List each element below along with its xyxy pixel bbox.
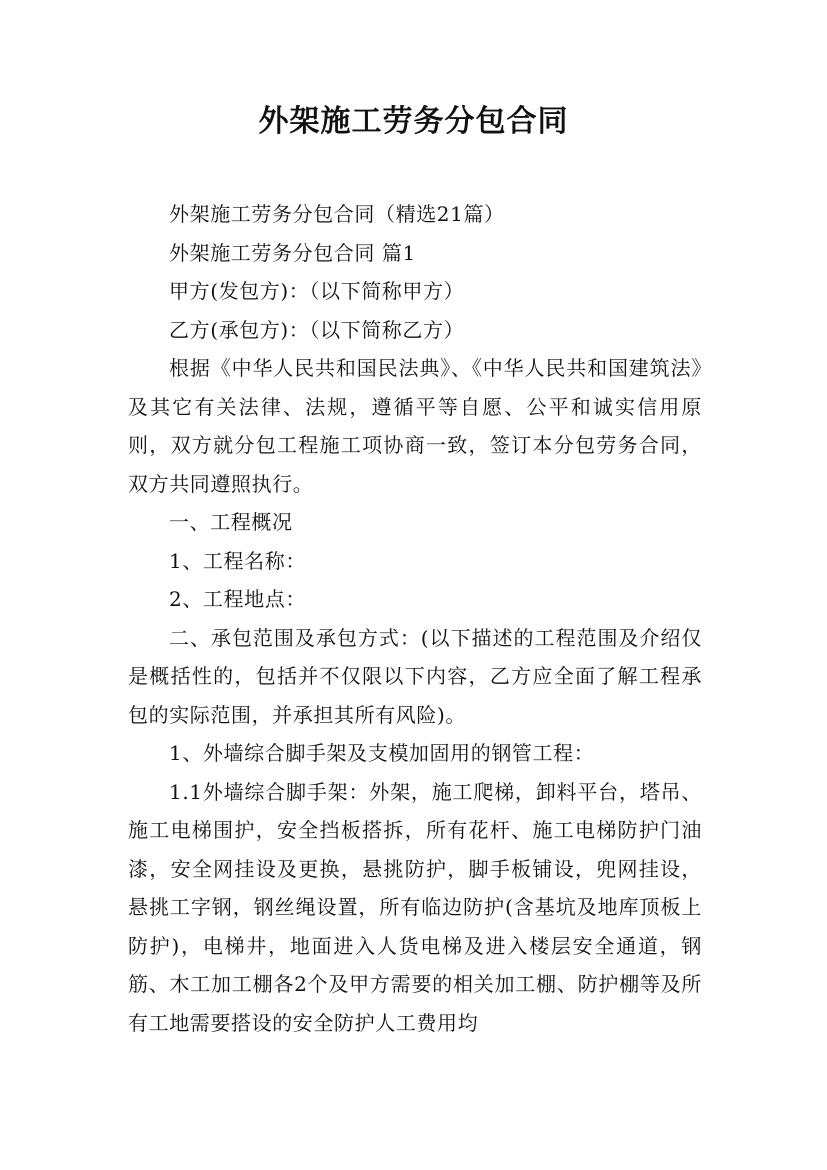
paragraph-party-b: 乙方(承包方)：（以下简称乙方） [169,317,465,342]
paragraph-subtitle: 外架施工劳务分包合同（精选21篇） [169,202,505,226]
paragraph-scaffold-details: 1.1外墙综合脚手架：外架，施工爬梯，卸料平台，塔吊、施工电梯围护，安全挡板搭拆，所有花杆、施工电梯防护门油漆，安全网挂设及更换，悬挑防护，脚手板铺设，兜网挂设，悬挑工字钢，钢丝绳设置，所有临边防护(含基坑及地库顶板上防护)，电梯井，地面进入人货电梯及进入楼层安全通道，钢筋、木工加工棚各2个及甲方需要的相关加工棚、防护棚等及所有工地需要搭设的安全防护人工费用均 [128,779,702,1035]
paragraph-party-a: 甲方(发包方)：（以下简称甲方） [169,279,465,303]
paragraph-preamble: 根据《中华人民共和国民法典》、《中华人民共和国建筑法》及其它有关法律、法规，遵循平等自愿、公平和诚实信用原则，双方就分包工程施工项协商一致，签订本分包劳务合同，双方共同遵照执行。 [128,356,702,496]
document-title: 外架施工劳务分包合同 [258,104,569,139]
paragraph-scaffold-heading: 1、外墙综合脚手架及支模加固用的钢管工程： [169,741,595,765]
document-body [128,195,702,1042]
paragraph-section-heading: 外架施工劳务分包合同 篇1 [169,240,416,265]
paragraph-project-name: 1、工程名称： [169,548,306,573]
paragraph-scope: 二、承包范围及承包方式：(以下描述的工程范围及介绍仅是概括性的，包括并不仅限以下内容，乙方应全面了解工程承包的实际范围，并承担其所有风险)。 [128,625,702,727]
paragraph-project-location: 2、工程地点： [169,587,306,611]
paragraph-project-overview: 一、工程概况 [169,510,293,534]
